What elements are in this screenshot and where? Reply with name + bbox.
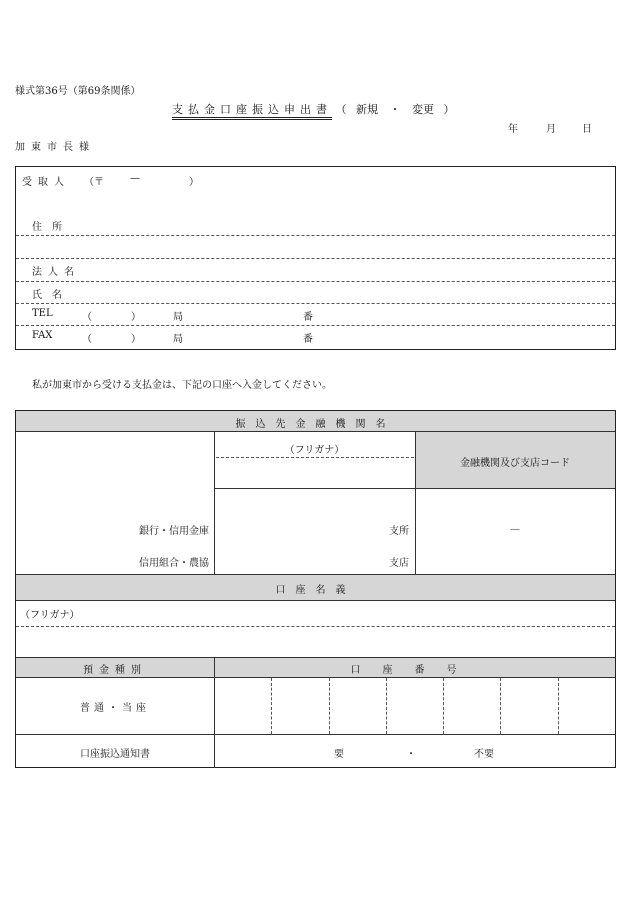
divider xyxy=(16,258,615,259)
fax-label: FAX xyxy=(32,330,53,341)
postal-code-field[interactable] xyxy=(96,170,186,186)
notice-not-required[interactable]: 不要 xyxy=(474,749,494,760)
form-title-main: 支払金口座振込申出書 xyxy=(172,103,332,120)
notice-label: 口座振込通知書 xyxy=(80,749,150,760)
divider xyxy=(214,488,615,489)
date-year[interactable]: 年 xyxy=(508,124,518,135)
divider xyxy=(16,303,615,304)
digit-divider xyxy=(443,678,444,734)
tel-field[interactable] xyxy=(95,305,575,323)
branch-name-field[interactable] xyxy=(216,490,386,572)
account-digit-2[interactable] xyxy=(273,679,328,733)
holder-furigana-field[interactable] xyxy=(90,602,610,624)
tel-kyoku: 局 xyxy=(173,312,183,323)
corp-name-field[interactable] xyxy=(90,260,610,280)
postal-close: ） xyxy=(189,177,199,188)
bank-furigana-field[interactable] xyxy=(216,459,414,487)
tel-label: TEL xyxy=(32,308,53,319)
address-label: 住所 xyxy=(32,222,72,233)
corp-name-label: 法人名 xyxy=(32,267,80,278)
notice-separator: ・ xyxy=(406,749,416,760)
holder-name-field[interactable] xyxy=(18,628,612,656)
digit-divider xyxy=(558,678,559,734)
bank-name-field[interactable] xyxy=(18,434,212,572)
account-number-header: 口座番号 xyxy=(350,665,479,676)
digit-divider xyxy=(500,678,501,734)
divider xyxy=(216,457,414,458)
title-option-open: （ xyxy=(335,103,347,116)
holder-furigana-label: （フリガナ） xyxy=(20,610,80,621)
bank-code-dash: — xyxy=(510,524,520,535)
bank-header: 振込先金融機関名 xyxy=(235,419,396,430)
title-option-close: ） xyxy=(443,103,455,116)
bank-furigana-label: （フリガナ） xyxy=(284,445,345,456)
form-title xyxy=(172,101,455,117)
bank-type-1: 銀行・信用金庫 xyxy=(139,526,209,537)
date-month[interactable]: 月 xyxy=(546,124,556,135)
holder-header: 口座名義 xyxy=(275,585,356,596)
account-digit-3[interactable] xyxy=(331,679,385,733)
form-number: 様式第36号（第69条関係） xyxy=(15,86,141,97)
addressee: 加東市長様 xyxy=(15,142,95,153)
name-label: 氏名 xyxy=(32,290,72,301)
fax-paren-close: ） xyxy=(131,334,141,345)
fax-kyoku: 局 xyxy=(173,334,183,345)
account-digit-7[interactable] xyxy=(560,679,613,733)
branch-type-1: 支所 xyxy=(389,526,409,537)
tel-paren-open: （ xyxy=(82,312,92,323)
tel-paren-close: ） xyxy=(131,312,141,323)
digit-divider xyxy=(329,678,330,734)
fax-paren-open: （ xyxy=(82,334,92,345)
fax-field[interactable] xyxy=(95,327,575,345)
fax-ban: 番 xyxy=(303,334,313,345)
code-label: 金融機関及び支店コード xyxy=(460,458,570,469)
divider xyxy=(16,626,615,627)
digit-divider xyxy=(271,678,272,734)
deposit-type-header: 預金種別 xyxy=(83,665,147,676)
statement: 私が加東市から受ける支払金は、下記の口座へ入金してください。 xyxy=(32,380,332,391)
divider xyxy=(16,600,615,601)
divider xyxy=(16,677,615,678)
divider xyxy=(214,658,215,768)
divider xyxy=(16,235,615,236)
account-digit-1[interactable] xyxy=(216,679,270,733)
option-new[interactable]: 新規 xyxy=(356,103,378,116)
notice-required[interactable]: 要 xyxy=(334,749,344,760)
deposit-type-value[interactable]: 普通・当座 xyxy=(80,703,150,714)
postal-dash: — xyxy=(130,173,140,184)
name-field[interactable] xyxy=(90,283,610,303)
option-change[interactable]: 変更 xyxy=(412,103,434,116)
branch-type-2: 支店 xyxy=(389,558,409,569)
divider xyxy=(16,281,615,282)
postal-open: （〒 xyxy=(84,177,104,188)
digit-divider xyxy=(386,678,387,734)
date-day[interactable]: 日 xyxy=(582,124,592,135)
recipient-label: 受取人 xyxy=(22,177,70,188)
option-separator: ・ xyxy=(389,103,401,116)
account-digit-6[interactable] xyxy=(502,679,557,733)
divider xyxy=(16,734,615,735)
bank-type-2: 信用組合・農協 xyxy=(139,558,209,569)
account-digit-5[interactable] xyxy=(445,679,499,733)
address-field-2[interactable] xyxy=(16,237,615,257)
divider xyxy=(16,325,615,326)
divider xyxy=(415,431,416,574)
tel-ban: 番 xyxy=(303,312,313,323)
account-digit-4[interactable] xyxy=(388,679,442,733)
address-field[interactable] xyxy=(80,194,610,234)
